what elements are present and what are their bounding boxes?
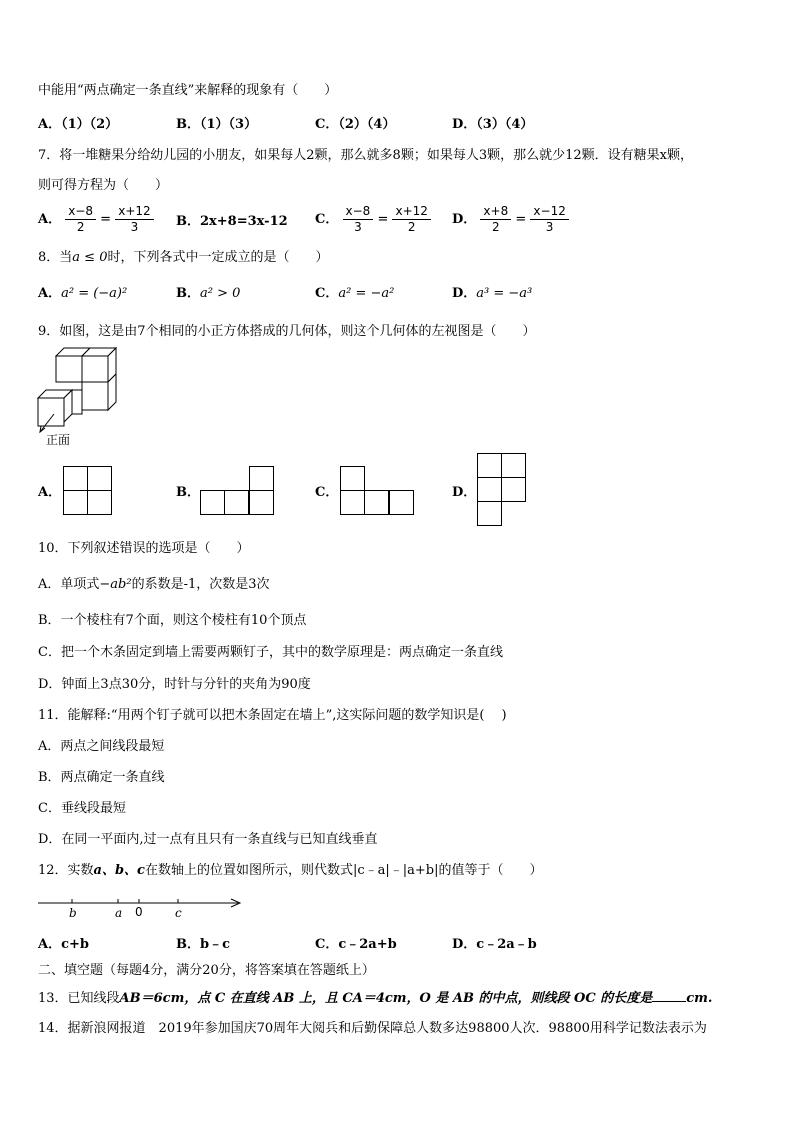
q9-option-d-figure[interactable]	[477, 453, 527, 527]
q12-option-c[interactable]: C．c﹣2a+b	[315, 937, 397, 952]
question-11-stem: 11．能解释:“用两个钉子就可以把木条固定在墙上”,这实际问题的数学知识是( )	[38, 708, 507, 723]
option-label: A．	[38, 212, 62, 227]
q9-option-a-label[interactable]: A．	[38, 485, 62, 500]
q8-option-d[interactable]: D．a³ = −a³	[452, 286, 533, 301]
monomial-expression: −ab²	[99, 577, 132, 592]
fraction: $\frac{x+8}{2}$	[480, 204, 511, 235]
q11-option-d[interactable]: D．在同一平面内,过一点有且只有一条直线与已知直线垂直	[38, 832, 378, 847]
fraction: $\frac{x-12}{3}$	[530, 204, 568, 235]
question-9-stem: 9．如图，这是由7个相同的小正方体搭成的几何体，则这个几何体的左视图是（ ）	[38, 324, 536, 339]
q10-option-a[interactable]: A．单项式−ab²的系数是-1，次数是3次	[38, 577, 270, 592]
question-10-stem: 10．下列叙述错误的选项是（ ）	[38, 541, 250, 556]
question-12-stem: 12．实数a、b、c在数轴上的位置如图所示，则代数式|c﹣a|﹣|a+b|的值等于（ ）	[38, 863, 543, 878]
question-6-stem-tail: 中能用“两点确定一条直线”来解释的现象有（ ）	[38, 83, 338, 98]
q12-option-b[interactable]: B．b﹣c	[176, 937, 230, 952]
q9-option-c-figure[interactable]	[340, 466, 414, 514]
axis-label-zero: 0	[135, 905, 143, 919]
q10-option-c[interactable]: C．把一个木条固定到墙上需要两颗钉子，其中的数学原理是：两点确定一条直线	[38, 645, 503, 660]
q7-option-c[interactable]	[315, 204, 431, 235]
q12-option-a[interactable]: A．c+b	[38, 937, 89, 952]
q10-option-b[interactable]: B．一个棱柱有7个面，则这个棱柱有10个顶点	[38, 613, 307, 628]
q8-option-b[interactable]: B．a² > 0	[176, 286, 241, 301]
q11-option-a[interactable]: A．两点之间线段最短	[38, 739, 165, 754]
q9-option-a-figure[interactable]	[63, 466, 111, 514]
q9-option-d-label[interactable]: D．	[452, 485, 477, 500]
q9-option-c-label[interactable]: C．	[315, 485, 339, 500]
fraction: $\frac{x+12}{3}$	[115, 204, 153, 235]
variables: a、b、c	[93, 863, 145, 878]
axis-label-c: c	[175, 906, 182, 920]
answer-blank[interactable]	[652, 989, 686, 1002]
question-14: 14．据新浪网报道 2019年参加国庆70周年大阅兵和后勤保障总人数多达98800人次．98800用科学记数法表示为	[38, 1021, 707, 1036]
q9-option-b-figure[interactable]	[200, 466, 274, 514]
axis-label-b: b	[69, 906, 77, 920]
q11-option-b[interactable]: B．两点确定一条直线	[38, 770, 165, 785]
q7-option-a[interactable]	[38, 204, 154, 235]
q12-option-d[interactable]: D．c﹣2a﹣b	[452, 937, 537, 952]
condition-expression: a ≤ 0	[72, 250, 108, 265]
equals-sign: =	[515, 212, 527, 227]
question-7-stem-line2: 则可得方程为（ ）	[38, 178, 169, 193]
question-8-stem: 8．当a ≤ 0时，下列各式中一定成立的是（ ）	[38, 250, 329, 265]
q6-option-d[interactable]: D．（3）（4）	[452, 117, 534, 132]
q8-option-a[interactable]: A．a² = (−a)²	[38, 286, 128, 301]
q7-option-d[interactable]	[452, 204, 569, 235]
option-label: D．	[452, 212, 477, 227]
fraction: $\frac{x-8}{3}$	[343, 204, 374, 235]
option-label: C．	[315, 212, 339, 227]
axis-label-a: a	[115, 906, 123, 920]
cube-solid-figure	[36, 348, 126, 438]
q10-option-d[interactable]: D．钟面上3点30分，时针与分针的夹角为90度	[38, 677, 311, 692]
section-heading-fill-in: 二、填空题（每题4分，满分20分，将答案填在答题纸上）	[38, 963, 375, 978]
q6-option-a[interactable]: A．（1）（2）	[38, 117, 119, 132]
question-13: 13．已知线段AB＝6cm，点 C 在直线 AB 上，且 CA＝4cm，O 是 AB 的中点，则线段 OC 的长度是 cm.	[38, 991, 713, 1006]
q11-option-c[interactable]: C．垂线段最短	[38, 801, 126, 816]
front-view-label: 正面	[46, 433, 71, 447]
q6-option-b[interactable]: B．（1）（3）	[176, 117, 258, 132]
q7-option-b[interactable]: B．2x+8=3x-12	[176, 214, 288, 229]
q6-option-c[interactable]: C．（2）（4）	[315, 117, 396, 132]
equals-sign: =	[100, 212, 112, 227]
question-7-stem: 7．将一堆糖果分给幼儿园的小朋友，如果每人2颗，那么就多8颗；如果每人3颗，那么就少12颗．设有糖果x颗，	[38, 148, 693, 163]
q8-option-c[interactable]: C．a² = −a²	[315, 286, 395, 301]
fraction: $\frac{x+12}{2}$	[392, 204, 430, 235]
fraction: $\frac{x-8}{2}$	[65, 204, 96, 235]
q9-option-b-label[interactable]: B．	[176, 485, 200, 500]
equals-sign: =	[377, 212, 389, 227]
